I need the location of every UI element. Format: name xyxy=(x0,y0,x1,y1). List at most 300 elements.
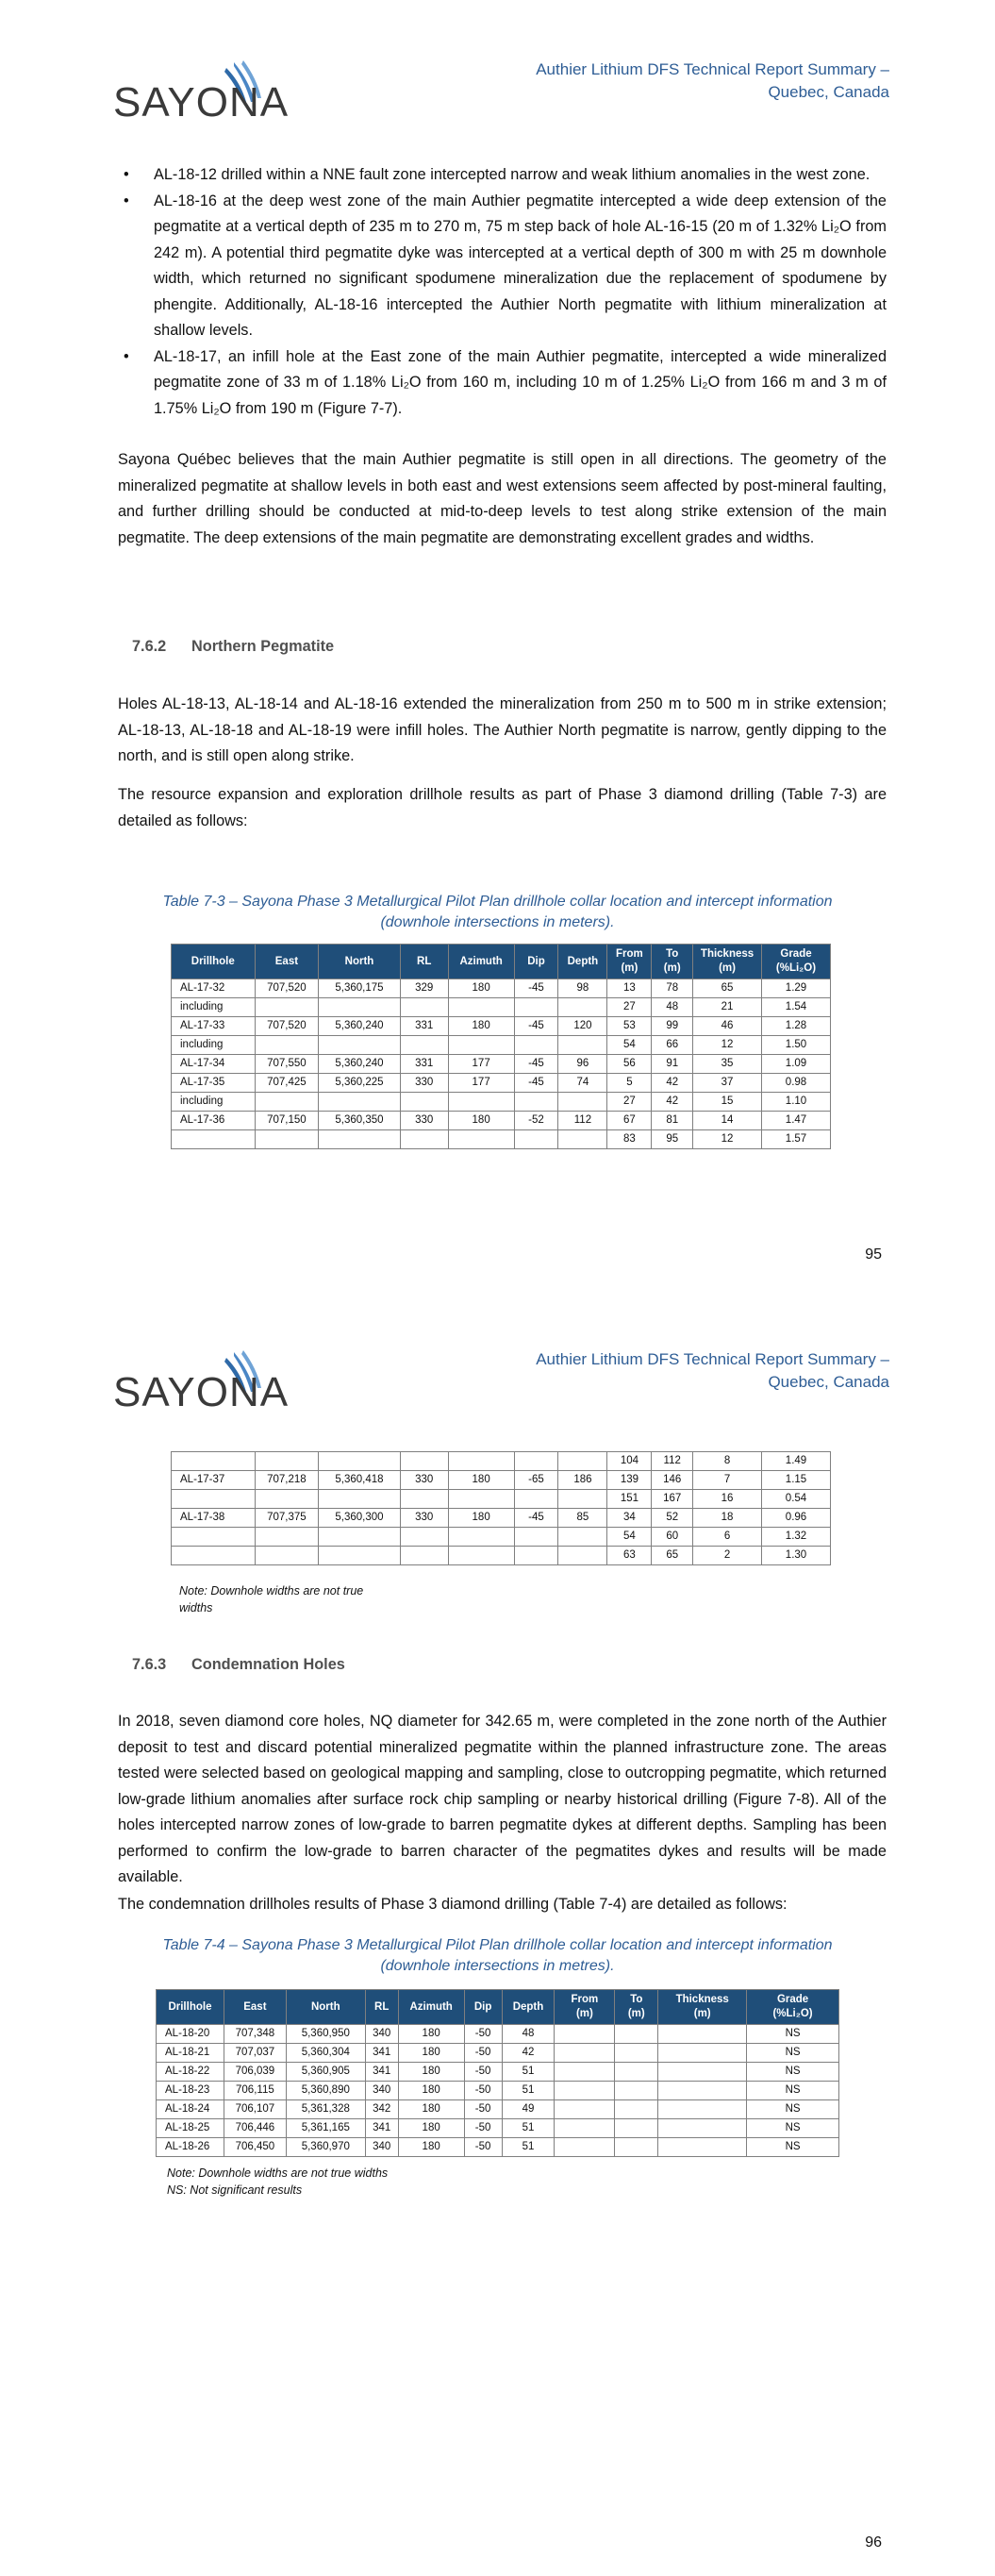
table-cell: 8 xyxy=(693,1452,762,1471)
column-header: Depth xyxy=(502,1990,555,2025)
table-cell xyxy=(558,1490,607,1509)
table-cell xyxy=(448,1093,514,1112)
table-cell: 707,218 xyxy=(255,1471,319,1490)
table-cell: 706,115 xyxy=(224,2082,286,2100)
page-number: 95 xyxy=(865,1246,882,1263)
table-cell: -45 xyxy=(514,979,558,998)
table-cell xyxy=(658,2119,747,2138)
table-cell: AL-17-38 xyxy=(172,1509,256,1528)
table-cell: 330 xyxy=(400,1074,448,1093)
table-cell xyxy=(255,1490,319,1509)
table-cell: 5,361,165 xyxy=(286,2119,365,2138)
table-7-4-note xyxy=(167,2165,388,2199)
table-cell: 706,446 xyxy=(224,2119,286,2138)
table-cell: 180 xyxy=(398,2082,464,2100)
table-cell: 1.50 xyxy=(762,1036,831,1055)
table-7-4 xyxy=(156,1989,839,2157)
table-cell: 707,520 xyxy=(255,979,319,998)
table-row xyxy=(157,2025,839,2044)
table-cell: 180 xyxy=(448,979,514,998)
table-cell xyxy=(448,1452,514,1471)
paragraph-condemnation-results: The condemnation drillholes results of Phase 3 diamond drilling (Table 7-4) are detailed as follows: xyxy=(118,1896,788,1913)
caption-line-1: Table 7-4 – Sayona Phase 3 Metallurgical Pilot Plan drillhole collar location and intercept information xyxy=(162,1937,833,1953)
table-row xyxy=(172,1036,831,1055)
table-cell: 96 xyxy=(558,1055,607,1074)
table-cell: AL-18-22 xyxy=(157,2063,224,2082)
table-cell: AL-17-33 xyxy=(172,1017,256,1036)
drillhole-bullet-list xyxy=(118,162,887,422)
sayona-logo xyxy=(113,59,290,125)
table-cell: 46 xyxy=(693,1017,762,1036)
table-7-3-part-2 xyxy=(171,1451,831,1565)
section-heading-condemnation-holes xyxy=(132,1656,345,1674)
table-7-3-note xyxy=(179,1582,363,1616)
table-cell: AL-18-23 xyxy=(157,2082,224,2100)
table-cell: 51 xyxy=(502,2119,555,2138)
table-row xyxy=(157,2063,839,2082)
table-cell: 66 xyxy=(652,1036,693,1055)
table-cell: -45 xyxy=(514,1074,558,1093)
table-row xyxy=(157,2044,839,2063)
table-cell: 56 xyxy=(607,1055,652,1074)
table-cell xyxy=(558,1452,607,1471)
table-cell xyxy=(555,2044,615,2063)
table-cell xyxy=(172,1528,256,1547)
table-cell xyxy=(514,1490,558,1509)
table-cell: 5,360,225 xyxy=(319,1074,400,1093)
section-number: 7.6.2 xyxy=(132,638,167,655)
table-cell: 180 xyxy=(398,2044,464,2063)
table-cell: AL-18-26 xyxy=(157,2138,224,2157)
table-cell xyxy=(514,1036,558,1055)
table-cell: 1.47 xyxy=(762,1112,831,1130)
table-cell xyxy=(555,2063,615,2082)
table-cell: 5 xyxy=(607,1074,652,1093)
table-cell: AL-18-25 xyxy=(157,2119,224,2138)
table-cell xyxy=(448,1547,514,1565)
table-cell: 48 xyxy=(652,998,693,1017)
table-cell: AL-17-35 xyxy=(172,1074,256,1093)
table-cell xyxy=(319,1130,400,1149)
section-title: Condemnation Holes xyxy=(191,1656,345,1673)
table-cell xyxy=(255,1093,319,1112)
table-cell: 15 xyxy=(693,1093,762,1112)
paragraph-open-directions: Sayona Québec believes that the main Authier pegmatite is still open in all directions. The geometry of the mineralized pegmatite at shallow levels in both east and west extensions seem affected by post-mineral faulting, and further drilling should be conducted at mid-to-deep levels to test along strike extension of the main pegmatite. The deep extensions of the main pegmatite are demonstrating excellent grades and widths. xyxy=(118,451,887,546)
table-cell xyxy=(558,1036,607,1055)
table-cell: 1.15 xyxy=(762,1471,831,1490)
bullet-item: • AL-18-16 at the deep west zone of the main Authier pegmatite intercepted a wide deep extension of the pegmatite at a vertical depth of 235 m to 270 m, 75 m step back of hole AL-16-15 (20 m of 1.32% Li₂O from 242 m). A potential third pegmatite dyke was intercepted at a vertical depth of 300 m with 25 m downhole width, which returned no significant spodumene mineralization due the replacement of spodumene by phengite. Additionally, AL-18-16 intercepted the Authier North pegmatite with lithium mineralization at shallow levels. xyxy=(118,189,887,344)
table-cell: 180 xyxy=(398,2119,464,2138)
table-cell xyxy=(400,1528,448,1547)
table-cell: NS xyxy=(747,2138,839,2157)
table-cell: 5,360,300 xyxy=(319,1509,400,1528)
table-cell: including xyxy=(172,1036,256,1055)
table-cell xyxy=(558,1528,607,1547)
table-cell: 706,450 xyxy=(224,2138,286,2157)
table-cell: 54 xyxy=(607,1036,652,1055)
table-cell: 18 xyxy=(693,1509,762,1528)
table-cell: 83 xyxy=(607,1130,652,1149)
table-cell xyxy=(555,2119,615,2138)
column-header: From (m) xyxy=(607,945,652,979)
table-cell xyxy=(615,2025,658,2044)
table-cell xyxy=(400,1093,448,1112)
table-cell xyxy=(448,1528,514,1547)
table-cell xyxy=(172,1130,256,1149)
caption-line-2: (downhole intersections in meters). xyxy=(380,914,615,930)
table-cell: 53 xyxy=(607,1017,652,1036)
table-cell: AL-17-36 xyxy=(172,1112,256,1130)
table-cell: 98 xyxy=(558,979,607,998)
note-line: Note: Downhole widths are not true widths xyxy=(167,2166,389,2180)
table-cell: 74 xyxy=(558,1074,607,1093)
table-cell: 180 xyxy=(398,2063,464,2082)
table-cell: 1.09 xyxy=(762,1055,831,1074)
report-header-title xyxy=(493,1348,889,1394)
table-cell: 65 xyxy=(652,1547,693,1565)
table-cell: 707,348 xyxy=(224,2025,286,2044)
table-cell xyxy=(400,998,448,1017)
table-cell xyxy=(555,2138,615,2157)
column-header: To (m) xyxy=(615,1990,658,2025)
table-cell: AL-18-21 xyxy=(157,2044,224,2063)
table-cell: 51 xyxy=(502,2138,555,2157)
table-7-3-caption xyxy=(113,892,882,933)
table-cell: AL-18-20 xyxy=(157,2025,224,2044)
table-row xyxy=(172,1017,831,1036)
table-cell: 1.49 xyxy=(762,1452,831,1471)
section-title: Northern Pegmatite xyxy=(191,638,335,655)
table-cell xyxy=(400,1130,448,1149)
table-cell: 1.57 xyxy=(762,1130,831,1149)
table-cell: 186 xyxy=(558,1471,607,1490)
table-cell xyxy=(172,1452,256,1471)
table-cell: NS xyxy=(747,2082,839,2100)
column-header: Drillhole xyxy=(172,945,256,979)
table-cell xyxy=(400,1452,448,1471)
table-row xyxy=(172,1547,831,1565)
table-cell: -45 xyxy=(514,1055,558,1074)
table-cell: -50 xyxy=(464,2063,502,2082)
table-cell: 91 xyxy=(652,1055,693,1074)
table-cell: 1.10 xyxy=(762,1093,831,1112)
table-cell xyxy=(319,1547,400,1565)
table-row xyxy=(157,2100,839,2119)
table-cell: 120 xyxy=(558,1017,607,1036)
table-cell xyxy=(558,1093,607,1112)
table-cell: 37 xyxy=(693,1074,762,1093)
table-cell: including xyxy=(172,998,256,1017)
table-cell: 1.30 xyxy=(762,1547,831,1565)
table-cell: 78 xyxy=(652,979,693,998)
table-cell: 5,360,304 xyxy=(286,2044,365,2063)
table-cell: -45 xyxy=(514,1017,558,1036)
table-cell: 85 xyxy=(558,1509,607,1528)
table-cell xyxy=(448,1490,514,1509)
table-cell: 81 xyxy=(652,1112,693,1130)
table-cell: 707,425 xyxy=(255,1074,319,1093)
note-line: Note: Downhole widths are not true xyxy=(179,1584,364,1597)
column-header: Grade (%Li₂O) xyxy=(747,1990,839,2025)
table-cell: including xyxy=(172,1093,256,1112)
table-cell: 95 xyxy=(652,1130,693,1149)
column-header: Thickness (m) xyxy=(658,1990,747,2025)
table-cell xyxy=(615,2082,658,2100)
table-cell: 0.98 xyxy=(762,1074,831,1093)
table-cell: NS xyxy=(747,2025,839,2044)
section-heading-northern-pegmatite xyxy=(132,638,334,656)
table-cell: NS xyxy=(747,2044,839,2063)
column-header: Grade (%Li₂O) xyxy=(762,945,831,979)
table-cell: 0.54 xyxy=(762,1490,831,1509)
logo-wordmark: SAYONA xyxy=(113,79,290,125)
table-cell: -45 xyxy=(514,1509,558,1528)
table-cell xyxy=(514,1093,558,1112)
table-cell: 331 xyxy=(400,1055,448,1074)
paragraph-condemnation: In 2018, seven diamond core holes, NQ diameter for 342.65 m, were completed in the zone north of the Authier deposit to test and discard potential mineralized pegmatite within the planned infrastructure zone. The areas tested were selected based on geological mapping and sampling, close to outcropping pegmatite, which returned low-grade lithium anomalies after surface rock chip sampling or nearby historical drilling (Figure 7-8). All of the holes intercepted narrow zones of low-grade to barren pegmatite dykes at different depths. Sampling has been performed to confirm the low-grade to barren character of the pegmatites dykes and results will be made available. xyxy=(118,1713,887,1885)
column-header: Dip xyxy=(464,1990,502,2025)
table-cell: AL-17-32 xyxy=(172,979,256,998)
table-cell xyxy=(555,2100,615,2119)
table-cell: 12 xyxy=(693,1036,762,1055)
table-cell: 1.29 xyxy=(762,979,831,998)
table-cell: 707,550 xyxy=(255,1055,319,1074)
table-cell: 146 xyxy=(652,1471,693,1490)
table-cell xyxy=(558,1130,607,1149)
sayona-logo xyxy=(113,1348,290,1415)
table-cell xyxy=(400,1036,448,1055)
table-cell: 5,360,890 xyxy=(286,2082,365,2100)
column-header: Dip xyxy=(514,945,558,979)
table-cell: 21 xyxy=(693,998,762,1017)
table-cell: 54 xyxy=(607,1528,652,1547)
table-cell xyxy=(319,1036,400,1055)
bullet-item: • AL-18-12 drilled within a NNE fault zone intercepted narrow and weak lithium anomalies in the west zone. xyxy=(118,162,887,189)
table-cell: 67 xyxy=(607,1112,652,1130)
table-cell: -65 xyxy=(514,1471,558,1490)
header-title-line-2: Quebec, Canada xyxy=(768,1373,889,1391)
table-cell: 330 xyxy=(400,1112,448,1130)
table-cell: 707,375 xyxy=(255,1509,319,1528)
table-cell xyxy=(319,1452,400,1471)
table-cell: 35 xyxy=(693,1055,762,1074)
table-cell: 5,360,240 xyxy=(319,1055,400,1074)
column-header: Azimuth xyxy=(398,1990,464,2025)
table-cell: 65 xyxy=(693,979,762,998)
table-cell: 48 xyxy=(502,2025,555,2044)
table-cell xyxy=(255,1528,319,1547)
table-cell: 5,360,175 xyxy=(319,979,400,998)
table-cell: 1.54 xyxy=(762,998,831,1017)
table-row xyxy=(172,1055,831,1074)
table-cell: 330 xyxy=(400,1471,448,1490)
column-header: Depth xyxy=(558,945,607,979)
column-header: Thickness (m) xyxy=(693,945,762,979)
table-cell xyxy=(615,2119,658,2138)
table-row xyxy=(172,979,831,998)
table-cell xyxy=(448,1130,514,1149)
column-header: East xyxy=(224,1990,286,2025)
column-header: Azimuth xyxy=(448,945,514,979)
table-cell: 5,360,240 xyxy=(319,1017,400,1036)
table-cell: 177 xyxy=(448,1055,514,1074)
note-line: widths xyxy=(179,1601,213,1614)
table-row xyxy=(157,2138,839,2157)
table-cell xyxy=(319,998,400,1017)
table-cell: -50 xyxy=(464,2082,502,2100)
table-cell: 13 xyxy=(607,979,652,998)
note-line: NS: Not significant results xyxy=(167,2183,303,2197)
table-cell xyxy=(514,1130,558,1149)
table-cell: 139 xyxy=(607,1471,652,1490)
table-cell: 51 xyxy=(502,2063,555,2082)
table-cell: 34 xyxy=(607,1509,652,1528)
table-cell: 42 xyxy=(652,1093,693,1112)
table-cell: 180 xyxy=(448,1017,514,1036)
table-cell xyxy=(615,2063,658,2082)
table-cell: 340 xyxy=(365,2138,398,2157)
column-header: To (m) xyxy=(652,945,693,979)
table-cell xyxy=(658,2044,747,2063)
table-row xyxy=(172,998,831,1017)
table-row xyxy=(172,1452,831,1471)
section-number: 7.6.3 xyxy=(132,1656,167,1673)
table-7-4-caption xyxy=(113,1935,882,1977)
table-cell xyxy=(658,2025,747,2044)
table-cell: 167 xyxy=(652,1490,693,1509)
table-row xyxy=(172,1112,831,1130)
caption-line-2: (downhole intersections in metres). xyxy=(380,1958,615,1974)
table-cell xyxy=(448,1036,514,1055)
table-cell: -50 xyxy=(464,2025,502,2044)
table-cell: 180 xyxy=(448,1112,514,1130)
table-cell xyxy=(558,998,607,1017)
table-cell: 707,520 xyxy=(255,1017,319,1036)
table-cell: 706,039 xyxy=(224,2063,286,2082)
column-header: From (m) xyxy=(555,1990,615,2025)
table-cell: 177 xyxy=(448,1074,514,1093)
table-cell xyxy=(514,1452,558,1471)
paragraph-northern-pegmatite: Holes AL-18-13, AL-18-14 and AL-18-16 extended the mineralization from 250 m to 500 m in strike extension; AL-18-13, AL-18-18 and AL-18-19 were infill holes. The Authier North pegmatite is narrow, gently dipping to the north, and is still open along strike. xyxy=(118,695,887,764)
table-cell xyxy=(400,1547,448,1565)
table-cell: 706,107 xyxy=(224,2100,286,2119)
table-cell: 60 xyxy=(652,1528,693,1547)
table-cell xyxy=(172,1547,256,1565)
table-cell xyxy=(255,998,319,1017)
table-cell: 330 xyxy=(400,1509,448,1528)
table-cell: NS xyxy=(747,2063,839,2082)
caption-line-1: Table 7-3 – Sayona Phase 3 Metallurgical Pilot Plan drillhole collar location and intercept information xyxy=(162,894,833,910)
table-cell: 42 xyxy=(502,2044,555,2063)
table-cell xyxy=(558,1547,607,1565)
table-cell: -52 xyxy=(514,1112,558,1130)
table-cell: -50 xyxy=(464,2100,502,2119)
table-header-row xyxy=(172,945,831,979)
table-cell: 0.96 xyxy=(762,1509,831,1528)
table-cell xyxy=(319,1490,400,1509)
header-title-line-1: Authier Lithium DFS Technical Report Summary – xyxy=(536,1350,889,1368)
table-cell: 27 xyxy=(607,998,652,1017)
table-cell xyxy=(658,2082,747,2100)
table-cell: 6 xyxy=(693,1528,762,1547)
table-cell xyxy=(255,1547,319,1565)
table-cell xyxy=(255,1452,319,1471)
table-cell xyxy=(615,2044,658,2063)
page-number: 96 xyxy=(865,2534,882,2551)
table-cell xyxy=(319,1093,400,1112)
table-cell: 707,150 xyxy=(255,1112,319,1130)
table-cell: 5,360,970 xyxy=(286,2138,365,2157)
table-cell: 342 xyxy=(365,2100,398,2119)
table-cell xyxy=(555,2025,615,2044)
table-cell xyxy=(400,1490,448,1509)
page-96 xyxy=(0,1288,995,2576)
column-header: North xyxy=(286,1990,365,2025)
table-cell: 151 xyxy=(607,1490,652,1509)
table-cell: AL-17-34 xyxy=(172,1055,256,1074)
table-cell: NS xyxy=(747,2100,839,2119)
table-cell: 16 xyxy=(693,1490,762,1509)
table-cell: -50 xyxy=(464,2044,502,2063)
table-cell xyxy=(615,2100,658,2119)
table-row xyxy=(172,1093,831,1112)
table-cell: 180 xyxy=(398,2025,464,2044)
table-row xyxy=(172,1509,831,1528)
table-row xyxy=(172,1074,831,1093)
table-cell: 180 xyxy=(398,2100,464,2119)
table-cell: 1.32 xyxy=(762,1528,831,1547)
table-cell: 42 xyxy=(652,1074,693,1093)
table-cell: NS xyxy=(747,2119,839,2138)
column-header: Drillhole xyxy=(157,1990,224,2025)
table-header-row xyxy=(157,1990,839,2025)
table-cell: 180 xyxy=(448,1509,514,1528)
table-cell xyxy=(514,1528,558,1547)
table-cell: AL-17-37 xyxy=(172,1471,256,1490)
table-cell: 99 xyxy=(652,1017,693,1036)
column-header: RL xyxy=(400,945,448,979)
table-cell xyxy=(615,2138,658,2157)
table-row xyxy=(172,1471,831,1490)
table-cell xyxy=(658,2063,747,2082)
table-cell: 5,360,905 xyxy=(286,2063,365,2082)
table-cell: 340 xyxy=(365,2082,398,2100)
table-cell xyxy=(514,1547,558,1565)
table-cell: 180 xyxy=(398,2138,464,2157)
table-cell: 51 xyxy=(502,2082,555,2100)
table-cell: 329 xyxy=(400,979,448,998)
table-cell: 49 xyxy=(502,2100,555,2119)
column-header: RL xyxy=(365,1990,398,2025)
table-row xyxy=(157,2119,839,2138)
table-row xyxy=(172,1130,831,1149)
table-cell xyxy=(658,2100,747,2119)
table-cell: 5,360,950 xyxy=(286,2025,365,2044)
table-cell: 63 xyxy=(607,1547,652,1565)
table-cell: 27 xyxy=(607,1093,652,1112)
table-cell: 52 xyxy=(652,1509,693,1528)
table-cell: 707,037 xyxy=(224,2044,286,2063)
table-cell: 112 xyxy=(558,1112,607,1130)
column-header: East xyxy=(255,945,319,979)
report-header-title xyxy=(493,59,889,104)
table-row xyxy=(157,2082,839,2100)
header-title-line-1: Authier Lithium DFS Technical Report Summary – xyxy=(536,60,889,78)
table-cell: -50 xyxy=(464,2119,502,2138)
table-row xyxy=(172,1490,831,1509)
table-cell xyxy=(448,998,514,1017)
table-cell: 2 xyxy=(693,1547,762,1565)
